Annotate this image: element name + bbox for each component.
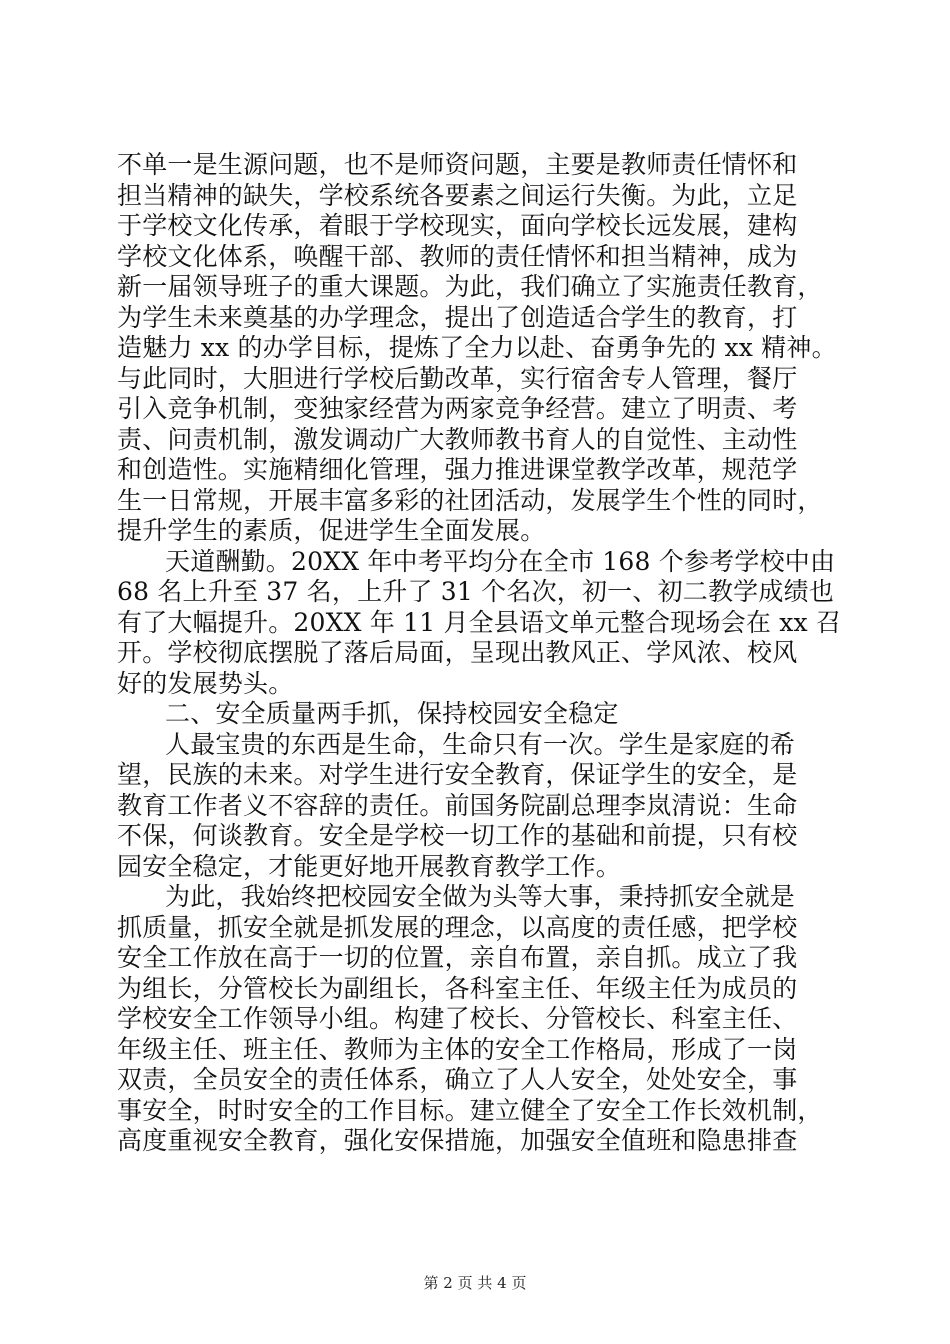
text-line: 担当精神的缺失，学校系统各要素之间运行失衡。为此，立足	[117, 180, 798, 210]
text-line: 于学校文化传承，着眼于学校现实，面向学校长远发展，建构	[117, 211, 798, 240]
text-line: 年级主任、班主任、教师为主体的安全工作格局，形成了一岗	[117, 1034, 798, 1064]
text-line: 学校安全工作领导小组。构建了校长、分管校长、科室主任、	[117, 1004, 798, 1033]
text-line: 事安全，时时安全的工作目标。建立健全了安全工作长效机制，	[117, 1095, 823, 1125]
text-line: 有了大幅提升。20XX 年 11 月全县语文单元整合现场会在 xx 召	[117, 607, 842, 637]
page-footer	[0, 1272, 950, 1293]
text-line: 人最宝贵的东西是生命，生命只有一次。学生是家庭的希	[165, 729, 796, 759]
text-line: 不保，何谈教育。安全是学校一切工作的基础和前提，只有校	[117, 821, 798, 850]
text-line: 望，民族的未来。对学生进行安全教育，保证学生的安全，是	[117, 760, 798, 789]
text-line: 教育工作者义不容辞的责任。前国务院副总理李岚清说：生命	[117, 790, 798, 820]
text-line: 双责，全员安全的责任体系，确立了人人安全，处处安全，事	[117, 1065, 798, 1094]
text-line: 和创造性。实施精细化管理，强力推进课堂教学改革，规范学	[117, 455, 798, 484]
text-line: 与此同时，大胆进行学校后勤改革，实行宿舍专人管理，餐厅	[117, 363, 798, 393]
text-line: 好的发展势头。	[117, 668, 294, 698]
text-line: 为组长，分管校长为副组长，各科室主任、年级主任为成员的	[117, 973, 798, 1003]
document-body	[117, 150, 842, 1157]
text-line: 抓质量，抓安全就是抓发展的理念，以高度的责任感，把学校	[117, 912, 798, 942]
text-line: 安全工作放在高于一切的位置，亲自布置，亲自抓。成立了我	[117, 943, 798, 972]
text-line: 天道酬勤。20XX 年中考平均分在全市 168 个参考学校中由	[165, 546, 836, 576]
text-line: 引入竞争机制，变独家经营为两家竞争经营。建立了明责、考	[117, 394, 798, 423]
text-line: 为学生未来奠基的办学理念，提出了创造适合学生的教育，打	[117, 302, 798, 332]
text-line: 不单一是生源问题，也不是师资问题，主要是教师责任情怀和	[117, 150, 798, 179]
text-line: 提升学生的素质，促进学生全面发展。	[117, 516, 546, 545]
text-line: 造魅力 xx 的办学目标，提炼了全力以赴、奋勇争先的 xx 精神。	[117, 333, 837, 362]
text-line: 为此，我始终把校园安全做为头等大事，秉持抓安全就是	[165, 882, 796, 911]
text-line: 二、安全质量两手抓，保持校园安全稳定	[165, 699, 619, 728]
text-line: 高度重视安全教育，强化安保措施，加强安全值班和隐患排查	[117, 1126, 798, 1155]
text-line: 开。学校彻底摆脱了落后局面，呈现出教风正、学风浓、校风	[117, 638, 798, 667]
text-line: 68 名上升至 37 名，上升了 31 个名次，初一、初二教学成绩也	[117, 577, 834, 606]
text-line: 生一日常规，开展丰富多彩的社团活动，发展学生个性的同时，	[117, 485, 823, 515]
text-line: 责、问责机制，激发调动广大教师教书育人的自觉性、主动性	[117, 424, 798, 454]
page-number-label: 第 2 页 共 4 页	[423, 1274, 527, 1292]
text-line: 新一届领导班子的重大课题。为此，我们确立了实施责任教育，	[117, 272, 823, 301]
text-line: 园安全稳定，才能更好地开展教育教学工作。	[117, 851, 622, 881]
text-line: 学校文化体系，唤醒干部、教师的责任情怀和担当精神，成为	[117, 241, 798, 271]
